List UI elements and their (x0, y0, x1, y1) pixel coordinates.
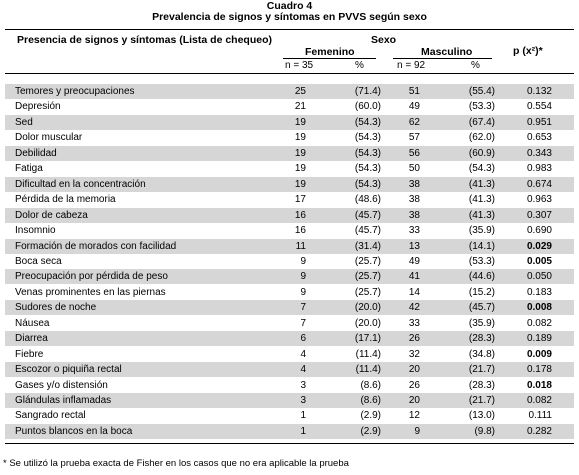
male-percent: (28.3) (468, 333, 495, 345)
symptom-label: Fatiga (15, 163, 43, 175)
female-percent: (54.3) (354, 163, 381, 175)
female-count: 4 (300, 348, 306, 360)
p-value: 0.009 (526, 348, 552, 360)
table-row (5, 223, 574, 238)
header-fem-pct: % (355, 60, 364, 71)
table-row (5, 177, 574, 192)
male-percent: (41.3) (468, 178, 495, 190)
male-count: 42 (408, 302, 420, 314)
symptom-label: Escozor o piquiña rectal (15, 364, 122, 376)
header-sexo: Sexo (371, 34, 397, 46)
female-percent: (54.3) (354, 116, 381, 128)
male-count: 50 (408, 163, 420, 175)
male-percent: (14.1) (468, 240, 495, 252)
table-caption-title: Prevalencia de signos y síntomas en PVVS según sexo (152, 11, 427, 23)
female-percent: (48.6) (354, 194, 381, 206)
symptom-label: Debilidad (15, 147, 57, 159)
p-value: 0.951 (526, 116, 552, 128)
male-percent: (34.8) (468, 348, 495, 360)
male-percent: (35.9) (468, 317, 495, 329)
table-row (5, 161, 574, 176)
symptom-label: Puntos blancos en la boca (15, 425, 133, 437)
male-count: 38 (408, 178, 420, 190)
male-percent: (60.9) (468, 147, 495, 159)
footnote: * Se utilizó la prueba exacta de Fisher en los casos que no era aplicable la prueba (3, 458, 349, 469)
female-percent: (31.4) (354, 240, 381, 252)
male-count: 62 (408, 116, 420, 128)
symptom-label: Insomnio (15, 225, 56, 237)
female-count: 16 (294, 209, 306, 221)
female-count: 21 (294, 101, 306, 113)
female-count: 19 (294, 116, 306, 128)
female-count: 17 (294, 194, 306, 206)
male-count: 38 (408, 194, 420, 206)
male-count: 20 (408, 395, 420, 406)
rule-femenino (283, 58, 376, 59)
female-count: 25 (294, 86, 306, 97)
table-row (5, 239, 574, 254)
symptom-label: Fiebre (15, 348, 44, 360)
female-count: 9 (300, 271, 306, 283)
female-count: 16 (294, 225, 306, 237)
male-percent: (45.7) (468, 302, 495, 314)
header-p-value: p (x²)* (513, 45, 543, 57)
table-row (5, 408, 574, 423)
symptom-label: Diarrea (15, 333, 48, 345)
table-row (5, 316, 574, 331)
male-count: 56 (408, 147, 420, 159)
p-value: 0.082 (526, 395, 552, 406)
female-count: 7 (300, 317, 306, 329)
symptom-label: Temores y preocupaciones (15, 86, 135, 97)
p-value: 0.674 (526, 178, 552, 190)
p-value: 0.178 (526, 364, 552, 376)
female-count: 6 (300, 333, 306, 345)
male-count: 26 (408, 333, 420, 345)
female-count: 4 (300, 364, 306, 376)
female-count: 9 (300, 255, 306, 267)
female-percent: (2.9) (360, 410, 381, 422)
p-value: 0.282 (526, 425, 552, 437)
female-percent: (8.6) (360, 379, 381, 391)
female-percent: (54.3) (354, 132, 381, 144)
table-row (5, 347, 574, 362)
female-count: 19 (294, 178, 306, 190)
table-row (5, 331, 574, 346)
table-row (5, 300, 574, 315)
female-percent: (25.7) (354, 255, 381, 267)
symptom-label: Gases y/o distensión (15, 379, 108, 391)
male-percent: (62.0) (468, 132, 495, 144)
male-count: 32 (408, 348, 420, 360)
table-row (5, 378, 574, 393)
male-count: 20 (408, 364, 420, 376)
p-value: 0.307 (526, 209, 552, 221)
p-value: 0.018 (526, 379, 552, 391)
p-value: 0.050 (526, 271, 552, 283)
female-count: 1 (300, 425, 306, 437)
p-value: 0.132 (526, 86, 552, 97)
female-percent: (45.7) (354, 225, 381, 237)
symptom-label: Depresión (15, 101, 61, 113)
male-count: 33 (408, 225, 420, 237)
female-percent: (45.7) (354, 209, 381, 221)
male-percent: (41.3) (468, 209, 495, 221)
male-percent: (21.7) (468, 364, 495, 376)
symptom-label: Sudores de noche (15, 302, 97, 314)
p-value: 0.343 (526, 147, 552, 159)
female-percent: (8.6) (360, 395, 381, 406)
female-count: 19 (294, 147, 306, 159)
header-masc-n: n = 92 (397, 60, 426, 71)
header-row-label: Presencia de signos y síntomas (Lista de chequeo) (17, 34, 272, 46)
male-percent: (67.4) (468, 116, 495, 128)
table-row (5, 269, 574, 284)
table-row (5, 285, 574, 300)
rule-masculino (393, 58, 492, 59)
header-masculino: Masculino (421, 46, 473, 58)
male-count: 49 (408, 101, 420, 113)
male-percent: (35.9) (468, 225, 495, 237)
male-percent: (41.3) (468, 194, 495, 206)
female-count: 3 (300, 395, 306, 406)
table-row (5, 146, 574, 161)
male-count: 57 (408, 132, 420, 144)
female-count: 3 (300, 379, 306, 391)
male-percent: (9.8) (474, 425, 495, 437)
table-row (5, 192, 574, 207)
symptom-label: Glándulas inflamadas (15, 395, 112, 406)
male-count: 51 (408, 86, 420, 97)
p-value: 0.005 (526, 255, 552, 267)
female-percent: (71.4) (354, 86, 381, 97)
male-percent: (53.3) (468, 101, 495, 113)
male-count: 13 (408, 240, 420, 252)
header-femenino: Femenino (305, 46, 355, 58)
p-value: 0.690 (526, 225, 552, 237)
table-top-rule (5, 29, 574, 30)
table-row (5, 393, 574, 408)
male-count: 9 (414, 425, 420, 437)
table-row (5, 208, 574, 223)
table-caption-number: Cuadro 4 (266, 0, 313, 12)
male-percent: (54.3) (468, 163, 495, 175)
p-value: 0.554 (526, 101, 552, 113)
symptom-label: Venas prominentes en las piernas (15, 286, 166, 298)
symptom-label: Dificultad en la concentración (15, 178, 146, 190)
header-fem-n: n = 35 (285, 60, 314, 71)
female-percent: (20.0) (354, 317, 381, 329)
table-row (5, 362, 574, 377)
female-count: 9 (300, 286, 306, 298)
male-percent: (21.7) (468, 395, 495, 406)
symptom-label: Sed (15, 116, 33, 128)
symptom-label: Preocupación por pérdida de peso (15, 271, 168, 283)
symptom-label: Náusea (15, 317, 50, 329)
table-bottom-rule (5, 443, 574, 444)
female-percent: (54.3) (354, 147, 381, 159)
male-percent: (15.2) (468, 286, 495, 298)
male-percent: (28.3) (468, 379, 495, 391)
symptom-label: Dolor muscular (15, 132, 83, 144)
female-percent: (60.0) (354, 101, 381, 113)
male-count: 12 (408, 410, 420, 422)
male-count: 26 (408, 379, 420, 391)
female-count: 7 (300, 302, 306, 314)
p-value: 0.189 (526, 333, 552, 345)
symptom-label: Sangrado rectal (15, 410, 86, 422)
male-count: 38 (408, 209, 420, 221)
female-percent: (25.7) (354, 271, 381, 283)
symptom-label: Pérdida de la memoria (15, 194, 116, 206)
female-percent: (11.4) (355, 348, 381, 360)
female-count: 11 (295, 240, 306, 252)
header-masc-pct: % (471, 60, 480, 71)
female-count: 1 (300, 410, 306, 422)
female-percent: (20.0) (354, 302, 381, 314)
female-percent: (17.1) (354, 333, 381, 345)
p-value: 0.008 (526, 302, 552, 314)
table-row (5, 115, 574, 130)
p-value: 0.029 (526, 240, 552, 252)
table-row (5, 99, 574, 114)
male-count: 41 (408, 271, 420, 283)
p-value: 0.983 (526, 163, 552, 175)
female-percent: (11.4) (355, 364, 381, 376)
symptom-label: Boca seca (15, 255, 62, 267)
table-row (5, 424, 574, 439)
p-value: 0.183 (526, 286, 552, 298)
p-value: 0.653 (526, 132, 552, 144)
symptom-label: Dolor de cabeza (15, 209, 88, 221)
p-value: 0.111 (528, 410, 552, 422)
male-count: 14 (408, 286, 420, 298)
table-row (5, 130, 574, 145)
symptom-label: Formación de morados con facilidad (15, 240, 177, 252)
table-row (5, 84, 574, 99)
male-count: 49 (408, 255, 420, 267)
p-value: 0.963 (526, 194, 552, 206)
table-row (5, 254, 574, 269)
male-percent: (53.3) (468, 255, 495, 267)
p-value: 0.082 (526, 317, 552, 329)
female-percent: (2.9) (360, 425, 381, 437)
header-bottom-rule (5, 73, 574, 74)
female-percent: (25.7) (354, 286, 381, 298)
male-percent: (55.4) (468, 86, 495, 97)
male-count: 33 (408, 317, 420, 329)
female-count: 19 (294, 163, 306, 175)
male-percent: (44.6) (468, 271, 495, 283)
male-percent: (13.0) (468, 410, 495, 422)
female-percent: (54.3) (354, 178, 381, 190)
female-count: 19 (294, 132, 306, 144)
